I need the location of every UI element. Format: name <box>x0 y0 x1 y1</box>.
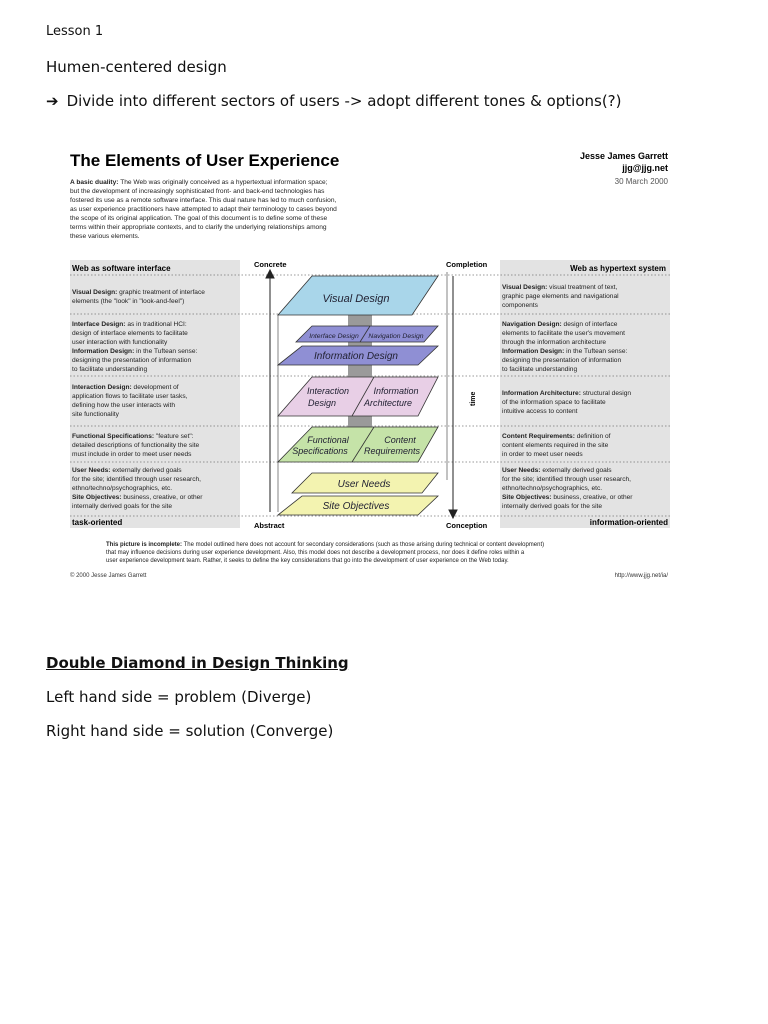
layer-label-functional-1: Functional <box>307 435 349 445</box>
svg-text:Visual Design: graphic treatme: Visual Design: graphic treatment of interface <box>72 289 205 296</box>
double-diamond-right: Right hand side = solution (Converge) <box>46 722 334 740</box>
right-desc-line: intuitive access to content <box>502 408 578 415</box>
figure-email: jjg@jjg.net <box>622 163 668 173</box>
figure-title: The Elements of User Experience <box>70 151 340 170</box>
right-site-objectives-label: Site Objectives: <box>502 494 552 501</box>
lesson-label: Lesson 1 <box>46 24 104 39</box>
figure-author: Jesse James Garrett <box>579 151 668 161</box>
left-desc-line: designing the presentation of information <box>72 357 192 364</box>
right-desc-line: designing the presentation of information <box>502 357 622 364</box>
svg-text:Information Design: in the Tuf: Information Design: in the Tuftean sense: <box>502 348 628 355</box>
double-diamond-left: Left hand side = problem (Diverge) <box>46 688 312 706</box>
layer-label-functional-2: Specifications <box>292 446 348 456</box>
layer-label-interface: Interface Design <box>309 333 359 340</box>
left-user-needs-label: User Needs: <box>72 467 111 474</box>
svg-text:This picture is incomplete: Th: This picture is incomplete: The model outlined here does not account for secondary considerations (such as those arising during technical or content development) <box>106 542 545 548</box>
right-desc-line: internally derived goals for the site <box>502 503 603 510</box>
right-content-requirements-label: Content Requirements: <box>502 433 575 440</box>
axis-completion: Completion <box>446 260 488 269</box>
right-desc-line: in order to meet user needs <box>502 451 583 458</box>
left-descriptions <box>72 289 205 510</box>
incomplete-note <box>106 542 544 564</box>
right-navigation-design-label: Navigation Design: <box>502 321 562 328</box>
layer-label-interaction-2: Design <box>307 398 337 408</box>
axis-concrete: Concrete <box>254 260 287 269</box>
arrow-bullet-icon: ➔ <box>46 92 59 110</box>
left-interaction-design-label: Interaction Design: <box>72 384 132 391</box>
intro-bold: A basic duality: <box>70 179 119 186</box>
left-interface-design-label: Interface Design: <box>72 321 126 328</box>
svg-text:A basic duality: The Web was o <box>70 179 328 186</box>
layer-label-visual: Visual Design <box>322 293 390 305</box>
intro-paragraph <box>70 179 337 240</box>
intro-line: terms within their appropriate contexts, and to clarify the underlying relationships among <box>70 224 327 231</box>
left-desc-line: application flows to facilitate user tasks, <box>72 393 188 400</box>
layer-label-interaction-1: Interaction <box>306 386 350 396</box>
layer-label-navigation: Navigation Design <box>368 333 424 340</box>
left-desc-line: site functionality <box>72 411 119 418</box>
right-information-design-label: Information Design: <box>502 348 565 355</box>
intro-line: these various elements. <box>70 233 140 240</box>
svg-text:Interface Design: as in tradit: Interface Design: as in traditional HCI: <box>72 321 187 328</box>
right-user-needs-label: User Needs: <box>502 467 541 474</box>
layer-label-site-objectives: Site Objectives <box>322 501 390 512</box>
figure-date: 30 March 2000 <box>614 177 668 186</box>
right-visual-design-label: Visual Design: <box>502 284 548 291</box>
intro-line: the scope of its original application. The goal of this document is to define some of these <box>70 215 328 222</box>
layer-label-user-needs: User Needs <box>337 479 391 490</box>
layer-label-information: Information Design <box>314 351 398 362</box>
right-information-architecture-label: Information Architecture: <box>502 390 581 397</box>
left-functional-spec-label: Functional Specifications: <box>72 433 155 440</box>
left-header: Web as software interface <box>72 264 171 273</box>
left-desc-line: elements (the "look" in "look-and-feel") <box>72 298 185 305</box>
layer-label-ia-2: Architecture <box>363 398 413 408</box>
layer-label-ia-1: Information <box>373 386 419 396</box>
layer-interaction-ia <box>278 377 438 416</box>
left-desc-line: for the site; identified through user research, <box>72 476 202 483</box>
heading-hcd: Humen-centered design <box>46 58 227 76</box>
right-desc-line: through the information architecture <box>502 339 607 346</box>
elements-ux-figure <box>66 140 674 586</box>
svg-text:Information Design: in the Tuf: Information Design: in the Tuftean sense: <box>72 348 198 355</box>
axis-conception: Conception <box>446 521 488 530</box>
svg-text:User Needs: externally derived: User Needs: externally derived goals <box>72 467 182 474</box>
right-footer: information-oriented <box>589 518 668 527</box>
left-desc-line: design of interface elements to facilitate <box>72 330 188 337</box>
elements-ux-diagram <box>66 140 674 586</box>
figure-url: http://www.jjg.net/ia/ <box>614 573 668 579</box>
left-desc-line: internally derived goals for the site <box>72 503 173 510</box>
right-desc-line: of the information space to facilitate <box>502 399 606 406</box>
intro-line: The Web was originally conceived as a hypertextual information space; <box>120 179 328 186</box>
right-desc-line: elements to facilitate the user's movement <box>502 330 625 337</box>
intro-line: as user experience practitioners have attempted to adapt their terminology to cases beyond <box>70 206 337 213</box>
left-information-design-label: Information Design: <box>72 348 135 355</box>
note-bold: This picture is incomplete: <box>106 542 183 548</box>
right-desc-line: for the site; identified through user research, <box>502 476 632 483</box>
svg-text:Visual Design: visual treatmen: Visual Design: visual treatment of text, <box>502 284 618 291</box>
copyright: © 2000 Jesse James Garrett <box>70 573 147 579</box>
right-desc-line: ethno/techno/psychographics, etc. <box>502 485 603 492</box>
left-desc-line: to facilitate understanding <box>72 366 148 373</box>
axis-time: time <box>470 391 477 406</box>
left-footer: task-oriented <box>72 518 123 527</box>
left-desc-line: detailed descriptions of functionality the site <box>72 442 200 449</box>
svg-text:Information Architecture: stru: Information Architecture: structural design <box>502 390 632 397</box>
note-line: user experience development team. Rather, it seeks to define the key considerations that go into the development of user experience on the Web today. <box>106 558 509 564</box>
intro-line: fostered its use as a remote software interface. This dual nature has led to much confusion, <box>70 197 337 204</box>
right-desc-line: components <box>502 302 538 309</box>
bullet-text: Divide into different sectors of users -> adopt different tones & options(?) <box>66 92 622 110</box>
layer-label-content-2: Requirements <box>363 446 421 456</box>
layer-label-content-1: Content <box>384 435 416 445</box>
svg-text:Functional Specifications: "fe: Functional Specifications: "feature set": <box>72 433 194 440</box>
left-visual-design-label: Visual Design: <box>72 289 118 296</box>
right-header: Web as hypertext system <box>570 264 666 273</box>
svg-text:Content Requirements: definiti: Content Requirements: definition of <box>502 433 611 440</box>
svg-text:Navigation Design: design of i: Navigation Design: design of interface <box>502 321 618 328</box>
svg-text:User Needs: externally derived: User Needs: externally derived goals <box>502 467 612 474</box>
left-desc-line: user interaction with functionality <box>72 339 168 346</box>
svg-text:Site Objectives: business, cre: Site Objectives: business, creative, or other <box>502 494 633 501</box>
right-desc-line: to facilitate understanding <box>502 366 578 373</box>
left-desc-line: must include in order to meet user needs <box>72 451 192 458</box>
left-desc-line: defining how the user interacts with <box>72 402 175 409</box>
double-diamond-title: Double Diamond in Design Thinking <box>46 654 349 672</box>
svg-text:Site Objectives: business, cre: Site Objectives: business, creative, or other <box>72 494 203 501</box>
note-line: that may influence decisions during user experience development. Also, this model does not describe a development process, nor does it define roles within a <box>106 550 525 556</box>
left-site-objectives-label: Site Objectives: <box>72 494 122 501</box>
bullet-item <box>46 92 622 110</box>
axis-abstract: Abstract <box>254 521 285 530</box>
intro-line: but the development of increasingly sophisticated front- and back-end technologies has <box>70 188 325 195</box>
svg-text:Interaction Design: developmen: Interaction Design: development of <box>72 384 179 391</box>
left-desc-line: ethno/techno/psychographics, etc. <box>72 485 173 492</box>
right-desc-line: content elements required in the site <box>502 442 609 449</box>
right-desc-line: graphic page elements and navigational <box>502 293 619 300</box>
